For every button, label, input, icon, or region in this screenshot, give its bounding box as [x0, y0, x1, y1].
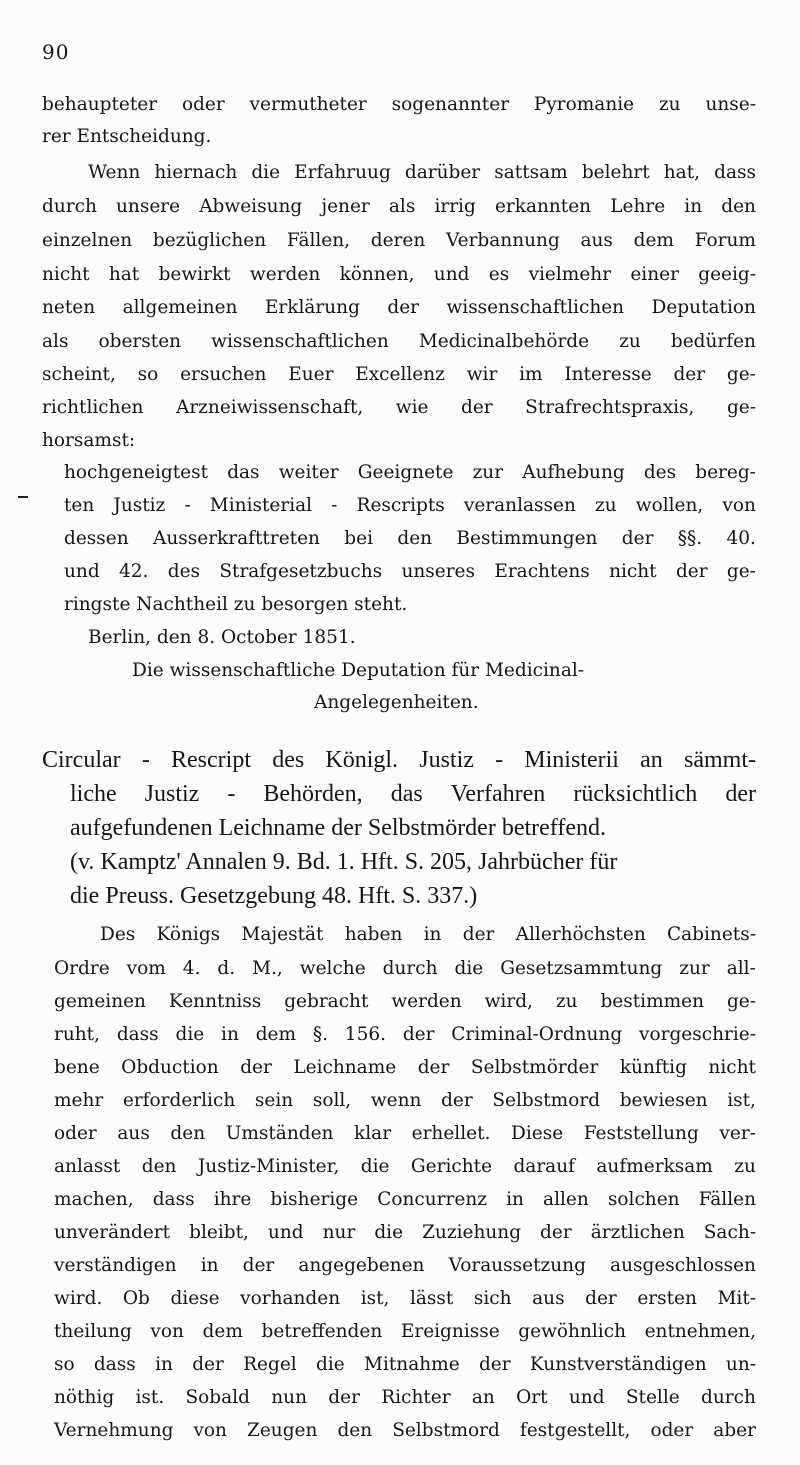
text-line: neten allgemeinen Erklärung der wissenschaftlichen Deputation	[42, 297, 756, 318]
text-line: hochgeneigtest das weiter Geeignete zur Aufhebung des bereg-	[64, 462, 756, 483]
text-line: nöthig ist. Sobald nun der Richter an Ort und Stelle durch	[54, 1387, 756, 1408]
text-line: horsamst:	[42, 430, 136, 451]
text-line: als obersten wissenschaftlichen Medicinalbehörde zu bedürfen	[42, 331, 756, 352]
text-line: gemeinen Kenntniss gebracht werden wird, zu bestimmen ge-	[54, 991, 756, 1012]
margin-mark	[18, 496, 28, 498]
text-line: einzelnen bezüglichen Fällen, deren Verbannung aus dem Forum	[42, 230, 756, 251]
text-line: verständigen in der angegebenen Voraussetzung ausgeschlossen	[54, 1255, 756, 1276]
text-line: so dass in der Regel die Mitnahme der Kunstverständigen un-	[54, 1354, 756, 1375]
heading-line: aufgefundenen Leichname der Selbstmörder betreffend.	[70, 815, 606, 841]
date-line: Berlin, den 8. October 1851.	[88, 627, 356, 648]
page-number: 90	[42, 40, 70, 64]
text-line: bene Obduction der Leichname der Selbstmörder künftig nicht	[54, 1057, 756, 1078]
text-line: oder aus den Umständen klar erhellet. Diese Feststellung ver-	[54, 1123, 756, 1144]
heading-line: Circular - Rescript des Königl. Justiz - Ministerii an sämmt-	[42, 747, 756, 773]
text-line: machen, dass ihre bisherige Concurrenz in allen solchen Fällen	[54, 1189, 756, 1210]
text-line: theilung von dem betreffenden Ereignisse gewöhnlich entnehmen,	[54, 1321, 756, 1342]
heading-line: liche Justiz - Behörden, das Verfahren rücksichtlich der	[70, 781, 756, 807]
text-line: mehr erforderlich sein soll, wenn der Selbstmord bewiesen ist,	[54, 1090, 756, 1111]
text-line: und 42. des Strafgesetzbuchs unseres Erachtens nicht der ge-	[64, 561, 756, 582]
text-line: Des Königs Majestät haben in der Allerhöchsten Cabinets-	[100, 924, 756, 945]
signature-line: Die wissenschaftliche Deputation für Medicinal-	[132, 660, 585, 681]
heading-line: (v. Kamptz' Annalen 9. Bd. 1. Hft. S. 205, Jahrbücher für	[70, 849, 618, 875]
text-line: richtlichen Arzneiwissenschaft, wie der Strafrechtspraxis, ge-	[42, 397, 756, 418]
text-line: unverändert bleibt, und nur die Zuziehung der ärztlichen Sach-	[54, 1222, 756, 1243]
text-line: ruht, dass die in dem §. 156. der Criminal-Ordnung vorgeschrie-	[54, 1024, 756, 1045]
text-line: Vernehmung von Zeugen den Selbstmord festgestellt, oder aber	[54, 1420, 756, 1441]
signature-line: Angelegenheiten.	[314, 692, 479, 713]
text-line: durch unsere Abweisung jener als irrig erkannten Lehre in den	[42, 196, 756, 217]
text-line: scheint, so ersuchen Euer Excellenz wir im Interesse der ge-	[42, 364, 756, 385]
text-line: ringste Nachtheil zu besorgen steht.	[64, 594, 408, 615]
text-line: nicht hat bewirkt werden können, und es vielmehr einer geeig-	[42, 264, 756, 285]
text-line: Ordre vom 4. d. M., welche durch die Gesetzsammtung zur all-	[54, 958, 756, 979]
text-line: anlasst den Justiz-Minister, die Gerichte darauf aufmerksam zu	[54, 1156, 756, 1177]
text-line: dessen Ausserkrafttreten bei den Bestimmungen der §§. 40.	[64, 528, 756, 549]
text-line: wird. Ob diese vorhanden ist, lässt sich aus der ersten Mit-	[54, 1288, 756, 1309]
heading-line: die Preuss. Gesetzgebung 48. Hft. S. 337.)	[70, 883, 478, 909]
text-line: behaupteter oder vermutheter sogenannter Pyromanie zu unse-	[42, 94, 756, 115]
text-line: Wenn hiernach die Erfahruug darüber sattsam belehrt hat, dass	[88, 162, 756, 183]
text-line: ten Justiz - Ministerial - Rescripts veranlassen zu wollen, von	[64, 495, 756, 516]
text-line: rer Entscheidung.	[42, 126, 212, 147]
